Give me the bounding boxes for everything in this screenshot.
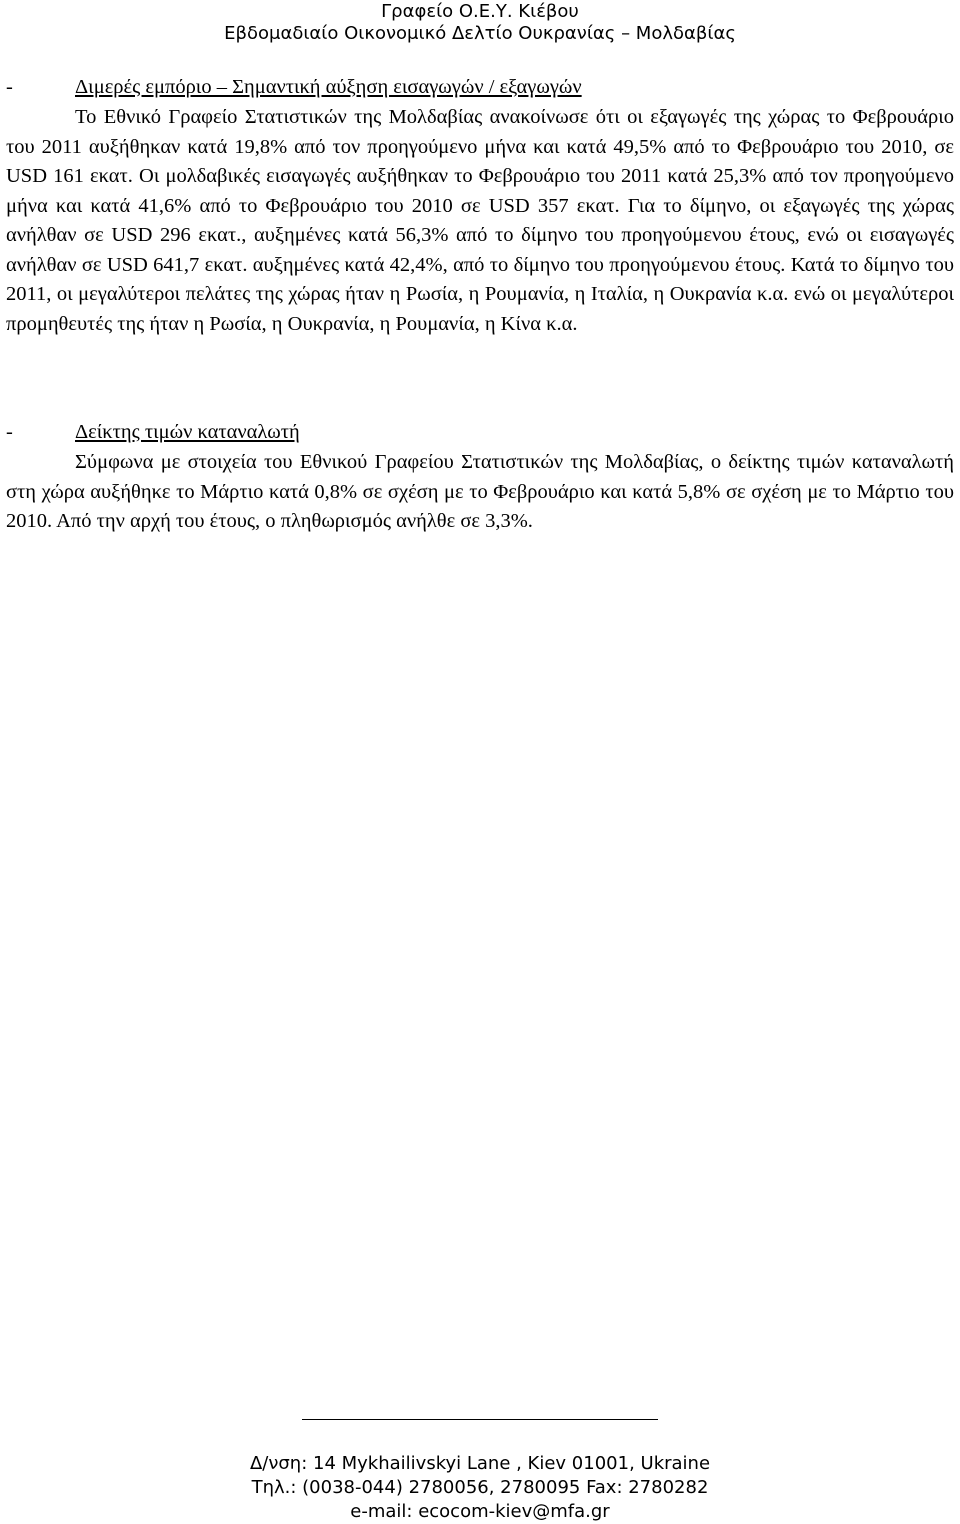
- footer-phone: Τηλ.: (0038-044) 2780056, 2780095 Fax: 2780282: [251, 1477, 709, 1498]
- section-heading-row: [6, 418, 954, 448]
- footer-divider: [302, 1419, 658, 1420]
- section-body: Σύμφωνα με στοιχεία του Εθνικού Γραφείου Στατιστικών της Μολδαβίας, ο δείκτης τιμών καταναλωτή στη χώρα αυξήθηκε το Μάρτιο κατά 0,8% σε σχέση με το Φεβρουάριο και κατά 5,8% σε σχέση με το Μάρτιο του 2010. Από την αρχή του έτους, ο πληθωρισμός ανήλθε σε 3,3%.: [6, 451, 954, 532]
- bullet-dash: -: [6, 421, 13, 443]
- footer-email: e-mail: ecocom-kiev@mfa.gr: [350, 1501, 610, 1522]
- section-consumer-price-index: [6, 418, 954, 537]
- bullet-dash: -: [6, 76, 13, 98]
- section-body: Το Εθνικό Γραφείο Στατιστικών της Μολδαβίας ανακοίνωσε ότι οι εξαγωγές της χώρας το Φεβρουάριο του 2011 αυξήθηκαν κατά 19,8% από τον προηγούμενο μήνα και κατά 49,5% από το Φεβρουάριο του 2010, σε USD 161 εκατ. Οι μολδαβικές εισαγωγές αυξήθηκαν το Φεβρουάριο του 2011 κατά 25,3% από τον προηγούμενο μήνα και κατά 41,6% από το Φεβρουάριο του 2010 σε USD 357 εκατ. Για το δίμηνο, οι εξαγωγές της χώρας ανήλθαν σε USD 296 εκατ., αυξημένες κατά 56,3% από το δίμηνο του προηγούμενου έτους, ενώ οι εισαγωγές ανήλθαν σε USD 641,7 εκατ. αυξημένες κατά 42,4%, από το δίμηνο του προηγούμενου έτους. Κατά το δίμηνο του 2011, οι μεγαλύτεροι πελάτες της χώρας ήταν η Ρωσία, η Ρουμανία, η Ιταλία, η Ουκρανία κ.α. ενώ οι μεγαλύτεροι προμηθευτές της ήταν η Ρωσία, η Ουκρανία, η Ρουμανία, η Κίνα κ.α.: [6, 106, 954, 335]
- section-heading-row: [6, 73, 954, 103]
- section-bilateral-trade: [6, 73, 954, 339]
- office-title: Γραφείο Ο.Ε.Υ. Κιέβου: [381, 1, 579, 22]
- section-heading: Δείκτης τιμών καταναλωτή: [75, 421, 300, 443]
- bulletin-title: Εβδομαδιαίο Οικονομικό Δελτίο Ουκρανίας – Μολδαβίας: [224, 23, 736, 44]
- section-heading: Διμερές εμπόριο – Σημαντική αύξηση εισαγωγών / εξαγωγών: [75, 76, 582, 98]
- footer-address: Δ/νση: 14 Mykhailivskyi Lane , Kiev 01001, Ukraine: [249, 1453, 711, 1474]
